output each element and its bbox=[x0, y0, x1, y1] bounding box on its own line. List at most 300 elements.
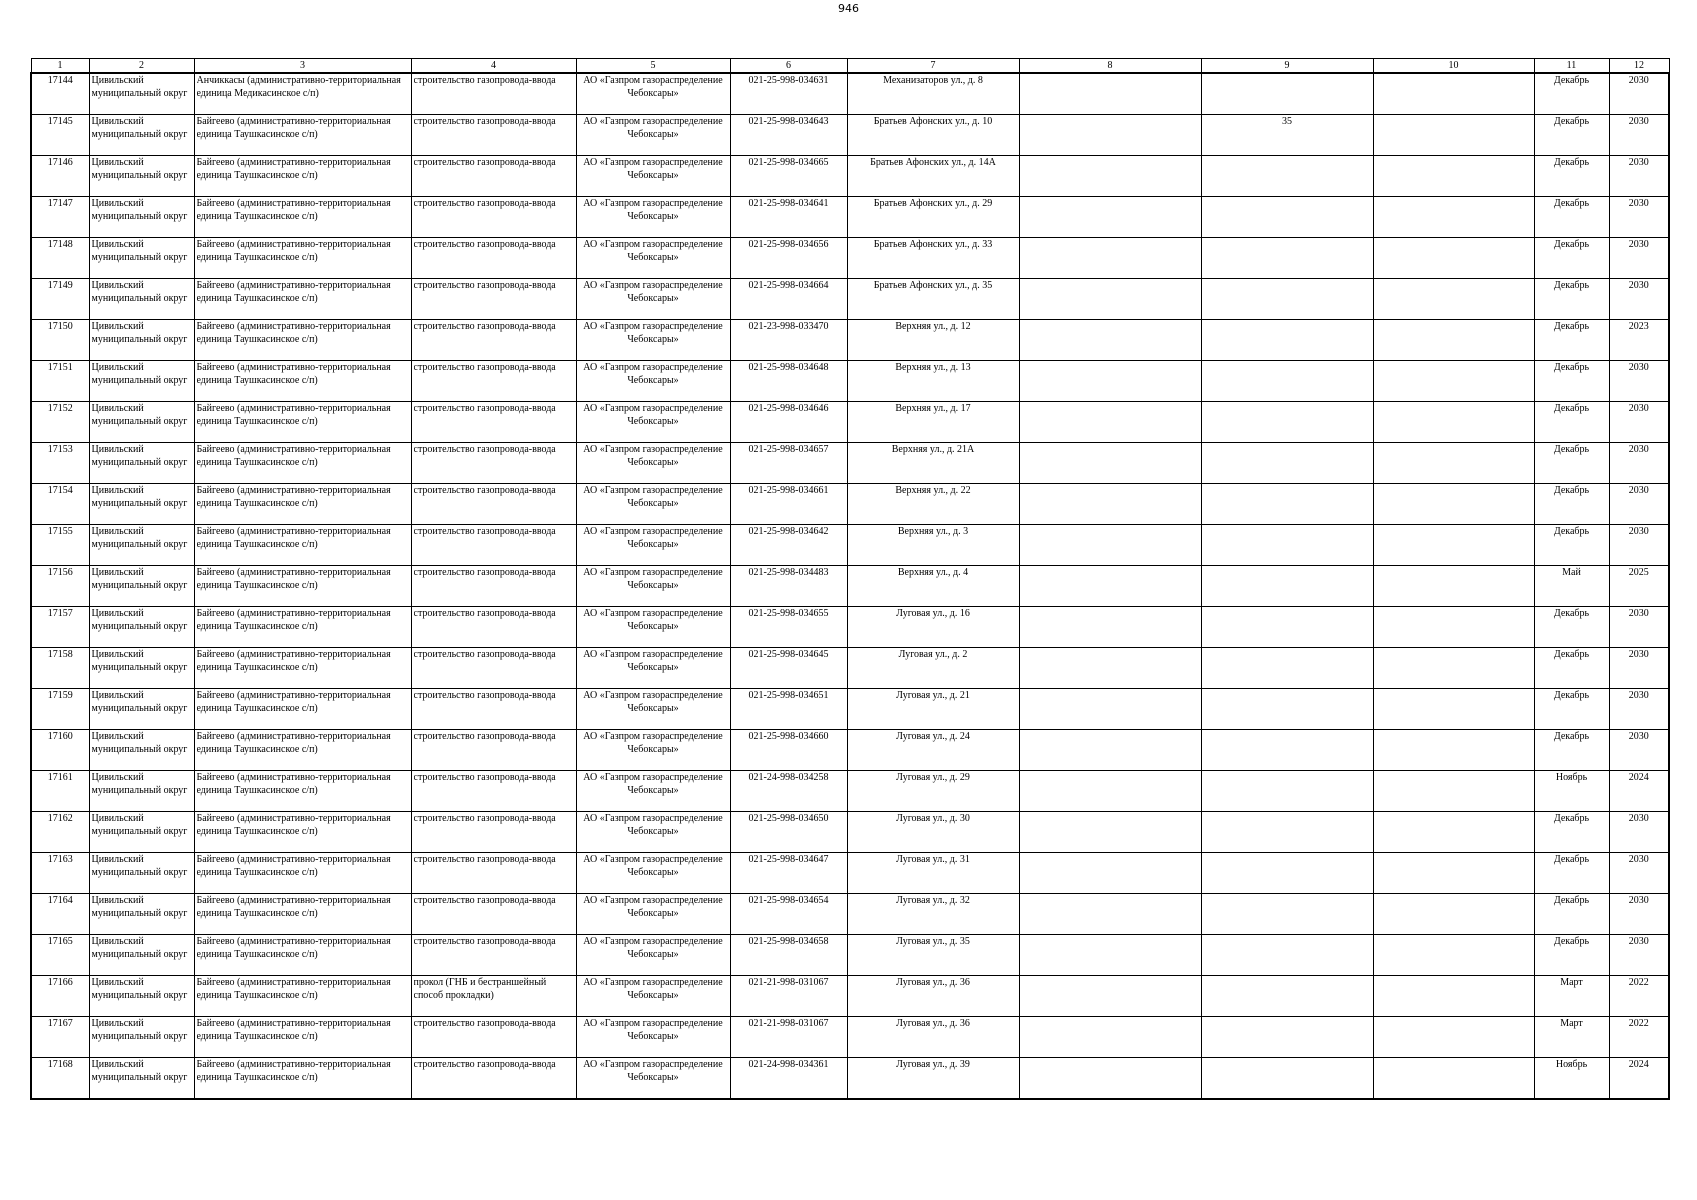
settlement-cell bbox=[194, 320, 411, 361]
organization-cell bbox=[576, 853, 730, 894]
work-type-cell-text: строительство газопровода-ввода bbox=[413, 936, 556, 947]
month-cell-text: Декабрь bbox=[1553, 690, 1590, 701]
address-cell bbox=[847, 607, 1019, 648]
column-10-cell bbox=[1373, 156, 1534, 197]
month-cell-text: Декабрь bbox=[1553, 280, 1590, 291]
settlement-cell bbox=[194, 525, 411, 566]
object-code-cell-text: 021-25-998-034642 bbox=[748, 526, 829, 537]
object-code-cell bbox=[730, 771, 847, 812]
district-cell bbox=[89, 238, 194, 279]
organization-cell-text: АО «Газпром газораспределение Чебоксары» bbox=[583, 772, 723, 796]
object-code-cell bbox=[730, 73, 847, 115]
district-cell-text: Цивильский муниципальный округ bbox=[91, 321, 188, 345]
organization-cell-text: АО «Газпром газораспределение Чебоксары» bbox=[583, 690, 723, 714]
object-code-cell bbox=[730, 648, 847, 689]
settlement-cell bbox=[194, 361, 411, 402]
month-cell-text: Март bbox=[1560, 1018, 1583, 1029]
column-10-cell-text bbox=[1376, 156, 1532, 196]
address-cell bbox=[847, 156, 1019, 197]
month-cell bbox=[1534, 238, 1609, 279]
organization-cell-text: АО «Газпром газораспределение Чебоксары» bbox=[583, 116, 723, 140]
month-cell-text: Декабрь bbox=[1553, 198, 1590, 209]
column-10-cell-text bbox=[1376, 689, 1532, 729]
work-type-cell-text: строительство газопровода-ввода bbox=[413, 485, 556, 496]
work-type-cell bbox=[411, 648, 576, 689]
table-row bbox=[31, 279, 1669, 320]
object-code-cell-text: 021-25-998-034647 bbox=[748, 854, 829, 865]
organization-cell-text: АО «Газпром газораспределение Чебоксары» bbox=[583, 567, 723, 591]
month-cell-text: Декабрь bbox=[1553, 854, 1590, 865]
address-cell-text: Верхняя ул., д. 12 bbox=[895, 321, 971, 332]
address-cell-text: Луговая ул., д. 24 bbox=[896, 731, 970, 742]
column-8-cell bbox=[1019, 156, 1201, 197]
column-9-cell-text bbox=[1204, 894, 1371, 934]
address-cell bbox=[847, 730, 1019, 771]
organization-cell bbox=[576, 525, 730, 566]
column-8-cell-text bbox=[1022, 279, 1199, 319]
row-number-cell bbox=[31, 238, 89, 279]
month-cell bbox=[1534, 320, 1609, 361]
year-cell bbox=[1609, 730, 1669, 771]
organization-cell-text: АО «Газпром газораспределение Чебоксары» bbox=[583, 362, 723, 386]
column-8-cell bbox=[1019, 935, 1201, 976]
address-cell bbox=[847, 566, 1019, 607]
column-9-cell bbox=[1201, 1058, 1373, 1100]
column-number-header: 12 bbox=[1609, 59, 1669, 74]
organization-cell-text: АО «Газпром газораспределение Чебоксары» bbox=[583, 1059, 723, 1083]
district-cell bbox=[89, 853, 194, 894]
column-9-cell bbox=[1201, 648, 1373, 689]
column-8-cell-text bbox=[1022, 812, 1199, 852]
month-cell bbox=[1534, 853, 1609, 894]
settlement-cell-text: Байгеево (административно-территориальная единица Таушкасинское с/п) bbox=[196, 526, 391, 550]
month-cell bbox=[1534, 812, 1609, 853]
year-cell-text: 2024 bbox=[1628, 1059, 1649, 1070]
column-10-cell-text bbox=[1376, 1058, 1532, 1098]
settlement-cell bbox=[194, 238, 411, 279]
district-cell bbox=[89, 156, 194, 197]
row-number-cell-text: 17156 bbox=[47, 567, 73, 578]
address-cell-text: Братьев Афонских ул., д. 33 bbox=[873, 239, 993, 250]
column-9-cell bbox=[1201, 689, 1373, 730]
district-cell bbox=[89, 771, 194, 812]
row-number-cell-text: 17166 bbox=[47, 977, 73, 988]
month-cell bbox=[1534, 976, 1609, 1017]
object-code-cell-text: 021-23-998-033470 bbox=[748, 321, 829, 332]
object-code-cell bbox=[730, 812, 847, 853]
object-code-cell-text: 021-24-998-034361 bbox=[748, 1059, 829, 1070]
district-cell bbox=[89, 730, 194, 771]
organization-cell bbox=[576, 812, 730, 853]
column-10-cell-text bbox=[1376, 1017, 1532, 1057]
row-number-cell bbox=[31, 894, 89, 935]
work-type-cell-text: строительство газопровода-ввода bbox=[413, 608, 556, 619]
row-number-cell bbox=[31, 402, 89, 443]
row-number-cell bbox=[31, 853, 89, 894]
object-code-cell-text: 021-25-998-034645 bbox=[748, 649, 829, 660]
column-10-cell-text bbox=[1376, 279, 1532, 319]
address-cell-text: Верхняя ул., д. 4 bbox=[897, 567, 969, 578]
work-type-cell-text: строительство газопровода-ввода bbox=[413, 157, 556, 168]
district-cell bbox=[89, 484, 194, 525]
column-10-cell-text bbox=[1376, 74, 1532, 114]
object-code-cell bbox=[730, 730, 847, 771]
address-cell-text: Луговая ул., д. 21 bbox=[896, 690, 970, 701]
column-10-cell-text bbox=[1376, 320, 1532, 360]
month-cell-text: Март bbox=[1560, 977, 1583, 988]
year-cell bbox=[1609, 566, 1669, 607]
data-table bbox=[30, 58, 1670, 1100]
work-type-cell bbox=[411, 607, 576, 648]
column-number-header: 6 bbox=[730, 59, 847, 74]
district-cell-text: Цивильский муниципальный округ bbox=[91, 526, 188, 550]
column-8-cell bbox=[1019, 238, 1201, 279]
work-type-cell-text: строительство газопровода-ввода bbox=[413, 813, 556, 824]
column-10-cell-text bbox=[1376, 607, 1532, 647]
row-number-cell bbox=[31, 730, 89, 771]
object-code-cell bbox=[730, 689, 847, 730]
address-cell bbox=[847, 115, 1019, 156]
district-cell-text: Цивильский муниципальный округ bbox=[91, 895, 188, 919]
settlement-cell-text: Байгеево (административно-территориальная единица Таушкасинское с/п) bbox=[196, 1018, 391, 1042]
column-8-cell-text bbox=[1022, 1017, 1199, 1057]
year-cell-text: 2030 bbox=[1628, 608, 1649, 619]
row-number-cell-text: 17168 bbox=[47, 1059, 73, 1070]
object-code-cell bbox=[730, 525, 847, 566]
year-cell-text: 2030 bbox=[1628, 690, 1649, 701]
month-cell-text: Декабрь bbox=[1553, 403, 1590, 414]
organization-cell-text: АО «Газпром газораспределение Чебоксары» bbox=[583, 608, 723, 632]
object-code-cell-text: 021-25-998-034664 bbox=[748, 280, 829, 291]
row-number-cell-text: 17155 bbox=[47, 526, 73, 537]
column-10-cell-text bbox=[1376, 197, 1532, 237]
year-cell-text: 2030 bbox=[1628, 649, 1649, 660]
column-9-cell bbox=[1201, 976, 1373, 1017]
table-row bbox=[31, 156, 1669, 197]
year-cell-text: 2023 bbox=[1628, 321, 1649, 332]
work-type-cell bbox=[411, 935, 576, 976]
column-9-cell bbox=[1201, 894, 1373, 935]
object-code-cell-text: 021-25-998-034658 bbox=[748, 936, 829, 947]
row-number-cell-text: 17167 bbox=[47, 1018, 73, 1029]
work-type-cell-text: строительство газопровода-ввода bbox=[413, 731, 556, 742]
row-number-cell-text: 17154 bbox=[47, 485, 73, 496]
column-8-cell bbox=[1019, 361, 1201, 402]
address-cell-text: Луговая ул., д. 39 bbox=[896, 1059, 970, 1070]
month-cell bbox=[1534, 197, 1609, 238]
year-cell-text: 2030 bbox=[1628, 280, 1649, 291]
column-10-cell bbox=[1373, 484, 1534, 525]
table-row bbox=[31, 689, 1669, 730]
year-cell bbox=[1609, 812, 1669, 853]
settlement-cell-text: Байгеево (административно-территориальная единица Таушкасинское с/п) bbox=[196, 116, 391, 140]
district-cell-text: Цивильский муниципальный округ bbox=[91, 567, 188, 591]
settlement-cell-text: Байгеево (административно-территориальная единица Таушкасинское с/п) bbox=[196, 772, 391, 796]
column-9-cell-text bbox=[1204, 525, 1371, 565]
month-cell bbox=[1534, 935, 1609, 976]
column-9-cell bbox=[1201, 115, 1373, 156]
settlement-cell bbox=[194, 279, 411, 320]
object-code-cell bbox=[730, 484, 847, 525]
column-8-cell bbox=[1019, 73, 1201, 115]
column-9-cell-text bbox=[1204, 648, 1371, 688]
table-row bbox=[31, 935, 1669, 976]
organization-cell bbox=[576, 443, 730, 484]
address-cell bbox=[847, 443, 1019, 484]
column-8-cell bbox=[1019, 484, 1201, 525]
column-10-cell-text bbox=[1376, 894, 1532, 934]
object-code-cell bbox=[730, 279, 847, 320]
year-cell bbox=[1609, 894, 1669, 935]
district-cell-text: Цивильский муниципальный округ bbox=[91, 608, 188, 632]
address-cell-text: Верхняя ул., д. 17 bbox=[895, 403, 971, 414]
object-code-cell bbox=[730, 443, 847, 484]
settlement-cell bbox=[194, 812, 411, 853]
work-type-cell-text: строительство газопровода-ввода bbox=[413, 690, 556, 701]
column-9-cell bbox=[1201, 443, 1373, 484]
row-number-cell-text: 17147 bbox=[47, 198, 73, 209]
year-cell bbox=[1609, 279, 1669, 320]
column-8-cell bbox=[1019, 320, 1201, 361]
month-cell bbox=[1534, 689, 1609, 730]
district-cell bbox=[89, 320, 194, 361]
column-9-cell bbox=[1201, 320, 1373, 361]
table-row bbox=[31, 771, 1669, 812]
district-cell-text: Цивильский муниципальный округ bbox=[91, 690, 188, 714]
page-number: 946 bbox=[838, 2, 859, 15]
work-type-cell-text: строительство газопровода-ввода bbox=[413, 526, 556, 537]
year-cell-text: 2030 bbox=[1628, 444, 1649, 455]
column-number-header: 5 bbox=[576, 59, 730, 74]
table-row bbox=[31, 730, 1669, 771]
column-10-cell bbox=[1373, 607, 1534, 648]
address-cell-text: Механизаторов ул., д. 8 bbox=[883, 75, 983, 86]
row-number-cell bbox=[31, 1058, 89, 1100]
organization-cell-text: АО «Газпром газораспределение Чебоксары» bbox=[583, 485, 723, 509]
column-8-cell-text bbox=[1022, 197, 1199, 237]
column-9-cell-text bbox=[1204, 1017, 1371, 1057]
column-number-header: 1 bbox=[31, 59, 89, 74]
settlement-cell bbox=[194, 197, 411, 238]
table-row bbox=[31, 566, 1669, 607]
address-cell-text: Луговая ул., д. 29 bbox=[896, 772, 970, 783]
work-type-cell bbox=[411, 361, 576, 402]
address-cell-text: Луговая ул., д. 36 bbox=[896, 1018, 970, 1029]
row-number-cell bbox=[31, 197, 89, 238]
column-8-cell bbox=[1019, 1058, 1201, 1100]
column-8-cell-text bbox=[1022, 402, 1199, 442]
column-number-header: 2 bbox=[89, 59, 194, 74]
month-cell bbox=[1534, 115, 1609, 156]
month-cell-text: Декабрь bbox=[1553, 116, 1590, 127]
row-number-cell-text: 17148 bbox=[47, 239, 73, 250]
month-cell bbox=[1534, 443, 1609, 484]
settlement-cell bbox=[194, 73, 411, 115]
column-8-cell-text bbox=[1022, 320, 1199, 360]
column-8-cell bbox=[1019, 894, 1201, 935]
column-number-header: 8 bbox=[1019, 59, 1201, 74]
column-10-cell-text bbox=[1376, 812, 1532, 852]
work-type-cell-text: прокол (ГНБ и бестраншейный способ прокладки) bbox=[413, 977, 547, 1001]
settlement-cell bbox=[194, 115, 411, 156]
month-cell bbox=[1534, 1058, 1609, 1100]
year-cell-text: 2025 bbox=[1628, 567, 1649, 578]
address-cell-text: Верхняя ул., д. 21А bbox=[891, 444, 975, 455]
month-cell bbox=[1534, 402, 1609, 443]
settlement-cell-text: Байгеево (административно-территориальная единица Таушкасинское с/п) bbox=[196, 280, 391, 304]
month-cell-text: Ноябрь bbox=[1555, 1059, 1588, 1070]
district-cell-text: Цивильский муниципальный округ bbox=[91, 239, 188, 263]
row-number-cell bbox=[31, 156, 89, 197]
district-cell bbox=[89, 976, 194, 1017]
column-10-cell bbox=[1373, 730, 1534, 771]
year-cell bbox=[1609, 73, 1669, 115]
district-cell bbox=[89, 935, 194, 976]
organization-cell-text: АО «Газпром газораспределение Чебоксары» bbox=[583, 321, 723, 345]
object-code-cell bbox=[730, 1058, 847, 1100]
year-cell bbox=[1609, 935, 1669, 976]
column-9-cell-text bbox=[1204, 361, 1371, 401]
organization-cell bbox=[576, 607, 730, 648]
work-type-cell bbox=[411, 730, 576, 771]
column-8-cell-text bbox=[1022, 607, 1199, 647]
object-code-cell-text: 021-25-998-034651 bbox=[748, 690, 829, 701]
object-code-cell-text: 021-25-998-034483 bbox=[748, 567, 829, 578]
column-9-cell-text bbox=[1204, 320, 1371, 360]
column-number-header: 3 bbox=[194, 59, 411, 74]
column-10-cell-text bbox=[1376, 730, 1532, 770]
organization-cell bbox=[576, 976, 730, 1017]
column-8-cell-text bbox=[1022, 689, 1199, 729]
district-cell bbox=[89, 607, 194, 648]
settlement-cell-text: Байгеево (административно-территориальная единица Таушкасинское с/п) bbox=[196, 198, 391, 222]
object-code-cell-text: 021-25-998-034643 bbox=[748, 116, 829, 127]
month-cell-text: Декабрь bbox=[1553, 526, 1590, 537]
address-cell bbox=[847, 648, 1019, 689]
year-cell bbox=[1609, 238, 1669, 279]
column-8-cell bbox=[1019, 525, 1201, 566]
month-cell bbox=[1534, 73, 1609, 115]
month-cell-text: Ноябрь bbox=[1555, 772, 1588, 783]
row-number-cell bbox=[31, 361, 89, 402]
work-type-cell bbox=[411, 894, 576, 935]
district-cell bbox=[89, 115, 194, 156]
object-code-cell bbox=[730, 361, 847, 402]
year-cell-text: 2030 bbox=[1628, 936, 1649, 947]
column-9-cell bbox=[1201, 607, 1373, 648]
organization-cell-text: АО «Газпром газораспределение Чебоксары» bbox=[583, 198, 723, 222]
work-type-cell-text: строительство газопровода-ввода bbox=[413, 649, 556, 660]
column-10-cell bbox=[1373, 648, 1534, 689]
row-number-cell bbox=[31, 812, 89, 853]
column-10-cell-text bbox=[1376, 976, 1532, 1016]
column-9-cell bbox=[1201, 73, 1373, 115]
object-code-cell-text: 021-25-998-034654 bbox=[748, 895, 829, 906]
district-cell bbox=[89, 812, 194, 853]
column-10-cell-text bbox=[1376, 771, 1532, 811]
year-cell-text: 2030 bbox=[1628, 731, 1649, 742]
column-9-cell-text bbox=[1204, 1058, 1371, 1098]
month-cell-text: Декабрь bbox=[1553, 485, 1590, 496]
district-cell-text: Цивильский муниципальный округ bbox=[91, 362, 188, 386]
settlement-cell bbox=[194, 771, 411, 812]
year-cell bbox=[1609, 484, 1669, 525]
month-cell-text: Декабрь bbox=[1553, 321, 1590, 332]
column-9-cell bbox=[1201, 197, 1373, 238]
column-10-cell bbox=[1373, 935, 1534, 976]
district-cell-text: Цивильский муниципальный округ bbox=[91, 977, 188, 1001]
column-9-cell bbox=[1201, 402, 1373, 443]
organization-cell-text: АО «Газпром газораспределение Чебоксары» bbox=[583, 813, 723, 837]
object-code-cell-text: 021-24-998-034258 bbox=[748, 772, 829, 783]
column-9-cell bbox=[1201, 156, 1373, 197]
object-code-cell-text: 021-25-998-034657 bbox=[748, 444, 829, 455]
column-8-cell bbox=[1019, 1017, 1201, 1058]
settlement-cell bbox=[194, 894, 411, 935]
row-number-cell bbox=[31, 525, 89, 566]
row-number-cell bbox=[31, 566, 89, 607]
address-cell-text: Верхняя ул., д. 22 bbox=[895, 485, 971, 496]
year-cell-text: 2030 bbox=[1628, 198, 1649, 209]
month-cell-text: Декабрь bbox=[1553, 895, 1590, 906]
organization-cell bbox=[576, 73, 730, 115]
settlement-cell bbox=[194, 402, 411, 443]
table-row bbox=[31, 320, 1669, 361]
address-cell-text: Луговая ул., д. 32 bbox=[896, 895, 970, 906]
address-cell-text: Братьев Афонских ул., д. 29 bbox=[873, 198, 993, 209]
column-10-cell-text bbox=[1376, 525, 1532, 565]
settlement-cell-text: Байгеево (административно-территориальная единица Таушкасинское с/п) bbox=[196, 977, 391, 1001]
organization-cell bbox=[576, 730, 730, 771]
column-8-cell bbox=[1019, 689, 1201, 730]
row-number-cell-text: 17162 bbox=[47, 813, 73, 824]
year-cell-text: 2030 bbox=[1628, 485, 1649, 496]
column-8-cell-text bbox=[1022, 566, 1199, 606]
row-number-cell-text: 17146 bbox=[47, 157, 73, 168]
year-cell-text: 2030 bbox=[1628, 157, 1649, 168]
column-10-cell bbox=[1373, 566, 1534, 607]
object-code-cell bbox=[730, 935, 847, 976]
work-type-cell-text: строительство газопровода-ввода bbox=[413, 567, 556, 578]
settlement-cell bbox=[194, 607, 411, 648]
organization-cell bbox=[576, 689, 730, 730]
district-cell-text: Цивильский муниципальный округ bbox=[91, 280, 188, 304]
month-cell bbox=[1534, 156, 1609, 197]
column-10-cell-text bbox=[1376, 935, 1532, 975]
row-number-cell-text: 17165 bbox=[47, 936, 73, 947]
column-10-cell bbox=[1373, 525, 1534, 566]
row-number-cell-text: 17158 bbox=[47, 649, 73, 660]
month-cell-text: Май bbox=[1562, 567, 1581, 578]
settlement-cell bbox=[194, 1017, 411, 1058]
column-9-cell bbox=[1201, 730, 1373, 771]
district-cell-text: Цивильский муниципальный округ bbox=[91, 936, 188, 960]
work-type-cell-text: строительство газопровода-ввода bbox=[413, 280, 556, 291]
column-9-cell bbox=[1201, 279, 1373, 320]
settlement-cell bbox=[194, 156, 411, 197]
table-row bbox=[31, 607, 1669, 648]
row-number-cell bbox=[31, 648, 89, 689]
work-type-cell-text: строительство газопровода-ввода bbox=[413, 403, 556, 414]
address-cell-text: Братьев Афонских ул., д. 14А bbox=[870, 157, 996, 168]
row-number-cell bbox=[31, 689, 89, 730]
column-number-header: 11 bbox=[1534, 59, 1609, 74]
object-code-cell-text: 021-21-998-031067 bbox=[748, 977, 829, 988]
table-row bbox=[31, 853, 1669, 894]
month-cell bbox=[1534, 484, 1609, 525]
month-cell-text: Декабрь bbox=[1553, 362, 1590, 373]
organization-cell bbox=[576, 1058, 730, 1100]
